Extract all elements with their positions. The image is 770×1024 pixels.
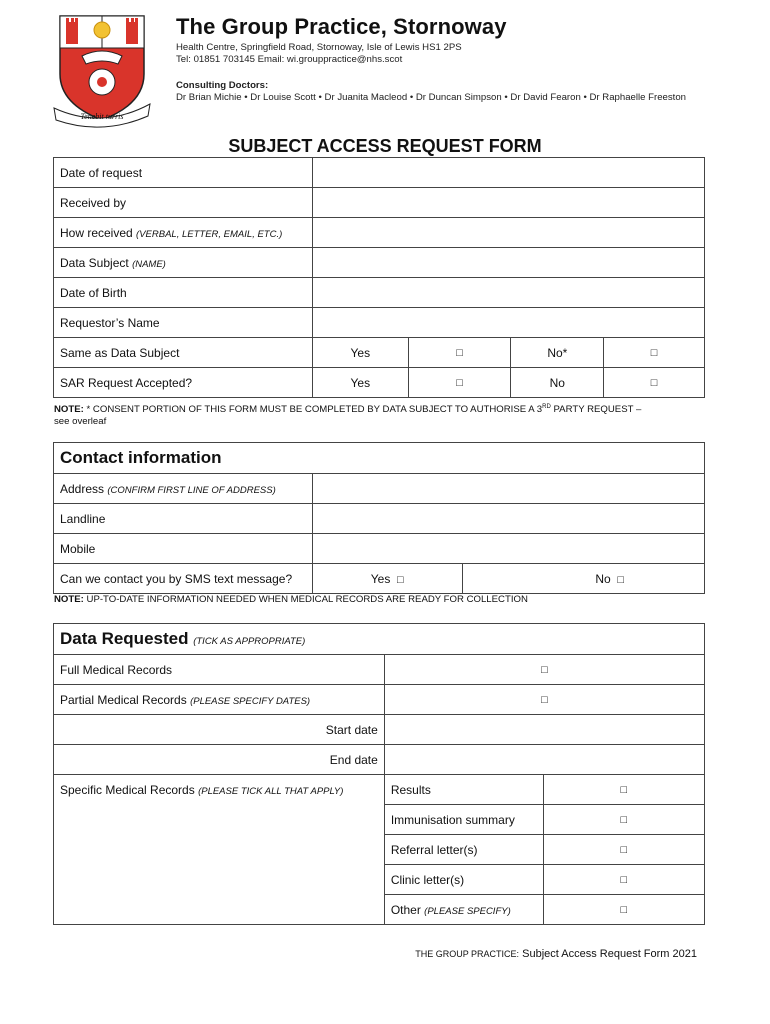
data-subject-label: Data Subject (NAME) (54, 248, 313, 278)
full-records-checkbox[interactable]: □ (384, 655, 704, 685)
start-date-field[interactable] (384, 715, 704, 745)
practice-crest-logo (52, 12, 152, 128)
date-of-birth-label: Date of Birth (54, 278, 313, 308)
same-as-subject-label: Same as Data Subject (54, 338, 313, 368)
requestor-name-field[interactable] (312, 308, 704, 338)
end-date-label: End date (54, 745, 385, 775)
sar-accepted-no-checkbox[interactable]: □ (604, 368, 705, 398)
partial-records-checkbox[interactable]: □ (384, 685, 704, 715)
requestor-name-label: Requestor’s Name (54, 308, 313, 338)
sms-yes-checkbox[interactable]: □ (397, 573, 404, 586)
same-as-no-label: No* (511, 338, 604, 368)
end-date-field[interactable] (384, 745, 704, 775)
sms-yes-option[interactable]: Yes □ (312, 564, 462, 594)
same-as-yes-label: Yes (312, 338, 408, 368)
full-records-label: Full Medical Records (54, 655, 385, 685)
referral-letters-checkbox[interactable]: □ (543, 835, 704, 865)
immunisation-summary-checkbox[interactable]: □ (543, 805, 704, 835)
data-requested-table (53, 623, 705, 925)
received-by-label: Received by (54, 188, 313, 218)
sar-accepted-no-label: No (511, 368, 604, 398)
sar-accepted-label: SAR Request Accepted? (54, 368, 313, 398)
practice-contact: Tel: 01851 703145 Email: wi.grouppractice@nhs.scot (176, 54, 403, 65)
sar-accepted-yes-label: Yes (312, 368, 408, 398)
sms-consent-label: Can we contact you by SMS text message? (54, 564, 313, 594)
date-of-request-field[interactable] (312, 158, 704, 188)
address-field[interactable] (312, 474, 704, 504)
same-as-no-checkbox[interactable]: □ (604, 338, 705, 368)
page-footer: THE GROUP PRACTICE: Subject Access Request Form 2021 (415, 948, 697, 960)
clinic-letters-label: Clinic letter(s) (384, 865, 543, 895)
immunisation-summary-label: Immunisation summary (384, 805, 543, 835)
how-received-label: How received (VERBAL, LETTER, EMAIL, ETC.) (54, 218, 313, 248)
sms-no-checkbox[interactable]: □ (617, 573, 624, 586)
referral-letters-label: Referral letter(s) (384, 835, 543, 865)
mobile-field[interactable] (312, 534, 704, 564)
how-received-field[interactable] (312, 218, 704, 248)
request-details-table (53, 157, 705, 398)
consent-note: NOTE: * CONSENT PORTION OF THIS FORM MUST BE COMPLETED BY DATA SUBJECT TO AUTHORISE A 3RD PARTY REQUEST – see overleaf (54, 404, 642, 428)
date-of-birth-field[interactable] (312, 278, 704, 308)
address-label: Address (CONFIRM FIRST LINE OF ADDRESS) (54, 474, 313, 504)
other-records-label: Other (PLEASE SPECIFY) (384, 895, 543, 925)
landline-field[interactable] (312, 504, 704, 534)
results-label: Results (384, 775, 543, 805)
data-subject-field[interactable] (312, 248, 704, 278)
practice-address: Health Centre, Springfield Road, Stornoway, Isle of Lewis HS1 2PS (176, 42, 462, 53)
specific-records-label: Specific Medical Records (PLEASE TICK ALL THAT APPLY) (54, 775, 385, 925)
partial-records-label: Partial Medical Records (PLEASE SPECIFY DATES) (54, 685, 385, 715)
date-of-request-label: Date of request (54, 158, 313, 188)
start-date-label: Start date (54, 715, 385, 745)
other-records-checkbox[interactable]: □ (543, 895, 704, 925)
crest-motto-text: Tenebit turris (80, 112, 124, 121)
contact-info-heading: Contact information (54, 443, 705, 474)
clinic-letters-checkbox[interactable]: □ (543, 865, 704, 895)
received-by-field[interactable] (312, 188, 704, 218)
sms-no-option[interactable]: No □ (462, 564, 705, 594)
data-requested-heading: Data Requested (TICK AS APPROPRIATE) (54, 624, 705, 655)
doctors-list: Dr Brian Michie • Dr Louise Scott • Dr Juanita Macleod • Dr Duncan Simpson • Dr David Fearon • Dr Raphaelle Freeston (176, 92, 687, 103)
results-checkbox[interactable]: □ (543, 775, 704, 805)
same-as-yes-checkbox[interactable]: □ (408, 338, 511, 368)
landline-label: Landline (54, 504, 313, 534)
contact-info-table (53, 442, 705, 594)
sar-accepted-yes-checkbox[interactable]: □ (408, 368, 511, 398)
mobile-label: Mobile (54, 534, 313, 564)
practice-name: The Group Practice, Stornoway (176, 14, 507, 39)
doctors-label: Consulting Doctors: (176, 80, 269, 91)
collection-note: NOTE: UP-TO-DATE INFORMATION NEEDED WHEN MEDICAL RECORDS ARE READY FOR COLLECTION (54, 594, 528, 605)
form-title: SUBJECT ACCESS REQUEST FORM (228, 136, 542, 156)
